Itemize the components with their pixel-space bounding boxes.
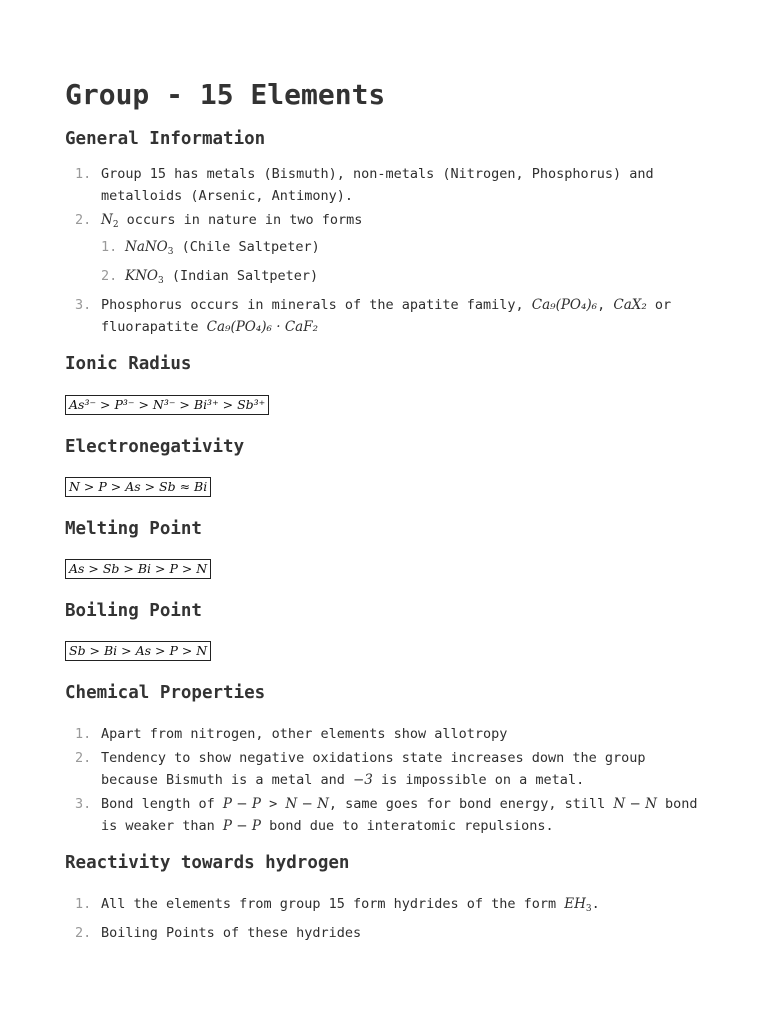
math-formula: $EH_3$ <box>564 896 592 914</box>
boiling-point-formula: Sb > Bi > As > P > N <box>65 641 211 661</box>
list-item <box>65 209 728 292</box>
math-formula: Ca₉(PO₄)₆ · CaF₂ <box>206 319 319 335</box>
heading-general-information: General Information <box>65 129 266 149</box>
list-item: Phosphorus occurs in minerals of the apatite family, Ca₉(PO₄)₆, CaX₂ or fluorapatite Ca₉(PO₄)₆ · CaF₂ <box>101 297 672 335</box>
general-info-list <box>65 163 728 338</box>
math-formula: $N_2$ <box>101 212 119 230</box>
list-item-text: occurs in nature in two forms <box>118 212 363 228</box>
heading-reactivity-hydrogen: Reactivity towards hydrogen <box>65 853 350 873</box>
list-item: All the elements from group 15 form hydrides of the form $EH_3$. <box>101 896 600 914</box>
heading-electronegativity: Electronegativity <box>65 437 245 457</box>
math-formula: P − P <box>222 796 261 812</box>
math-formula: NaNO$_3$ <box>125 239 174 257</box>
heading-ionic-radius: Ionic Radius <box>65 354 192 374</box>
list-item: Bond length of P − P > N − N, same goes for bond energy, still N − N bond is weaker than P − P bond due to interatomic repulsions. <box>101 796 698 834</box>
math-formula: Ca₉(PO₄)₆ <box>531 297 598 313</box>
list-item: $KNO_3$ (Indian Saltpeter) <box>125 268 319 286</box>
math-formula: CaX₂ <box>613 297 647 313</box>
math-formula: $KNO_3$ <box>125 268 164 286</box>
list-item-text: Group 15 has metals (Bismuth), non-metals (Nitrogen, Phosphorus) and metalloids (Arsenic, Antimony). <box>101 166 654 204</box>
list-item: NaNO$_3$ (Chile Saltpeter) <box>125 239 320 257</box>
math-formula: N − N <box>285 796 329 812</box>
list-item <box>65 163 728 207</box>
math-formula: N − N <box>613 796 657 812</box>
list-item: Apart from nitrogen, other elements show allotropy <box>101 726 508 742</box>
melting-point-formula: As > Sb > Bi > P > N <box>65 559 211 579</box>
chemical-properties-list <box>65 723 728 837</box>
electronegativity-formula: N > P > As > Sb ≈ Bi <box>65 477 211 497</box>
list-item: Tendency to show negative oxidations state increases down the group because Bismuth is a metal and −3 is impossible on a metal. <box>101 750 646 788</box>
reactivity-list <box>65 893 728 944</box>
heading-boiling-point: Boiling Point <box>65 601 202 621</box>
math-formula: −3 <box>352 772 373 788</box>
heading-melting-point: Melting Point <box>65 519 202 539</box>
nested-list <box>101 236 728 292</box>
list-item: Boiling Points of these hydrides <box>101 925 362 941</box>
page-title: Group - 15 Elements <box>65 78 386 111</box>
math-formula: P − P <box>222 818 261 834</box>
ionic-radius-formula: As³⁻ > P³⁻ > N³⁻ > Bi³⁺ > Sb³⁺ <box>65 395 269 415</box>
heading-chemical-properties: Chemical Properties <box>65 683 266 703</box>
